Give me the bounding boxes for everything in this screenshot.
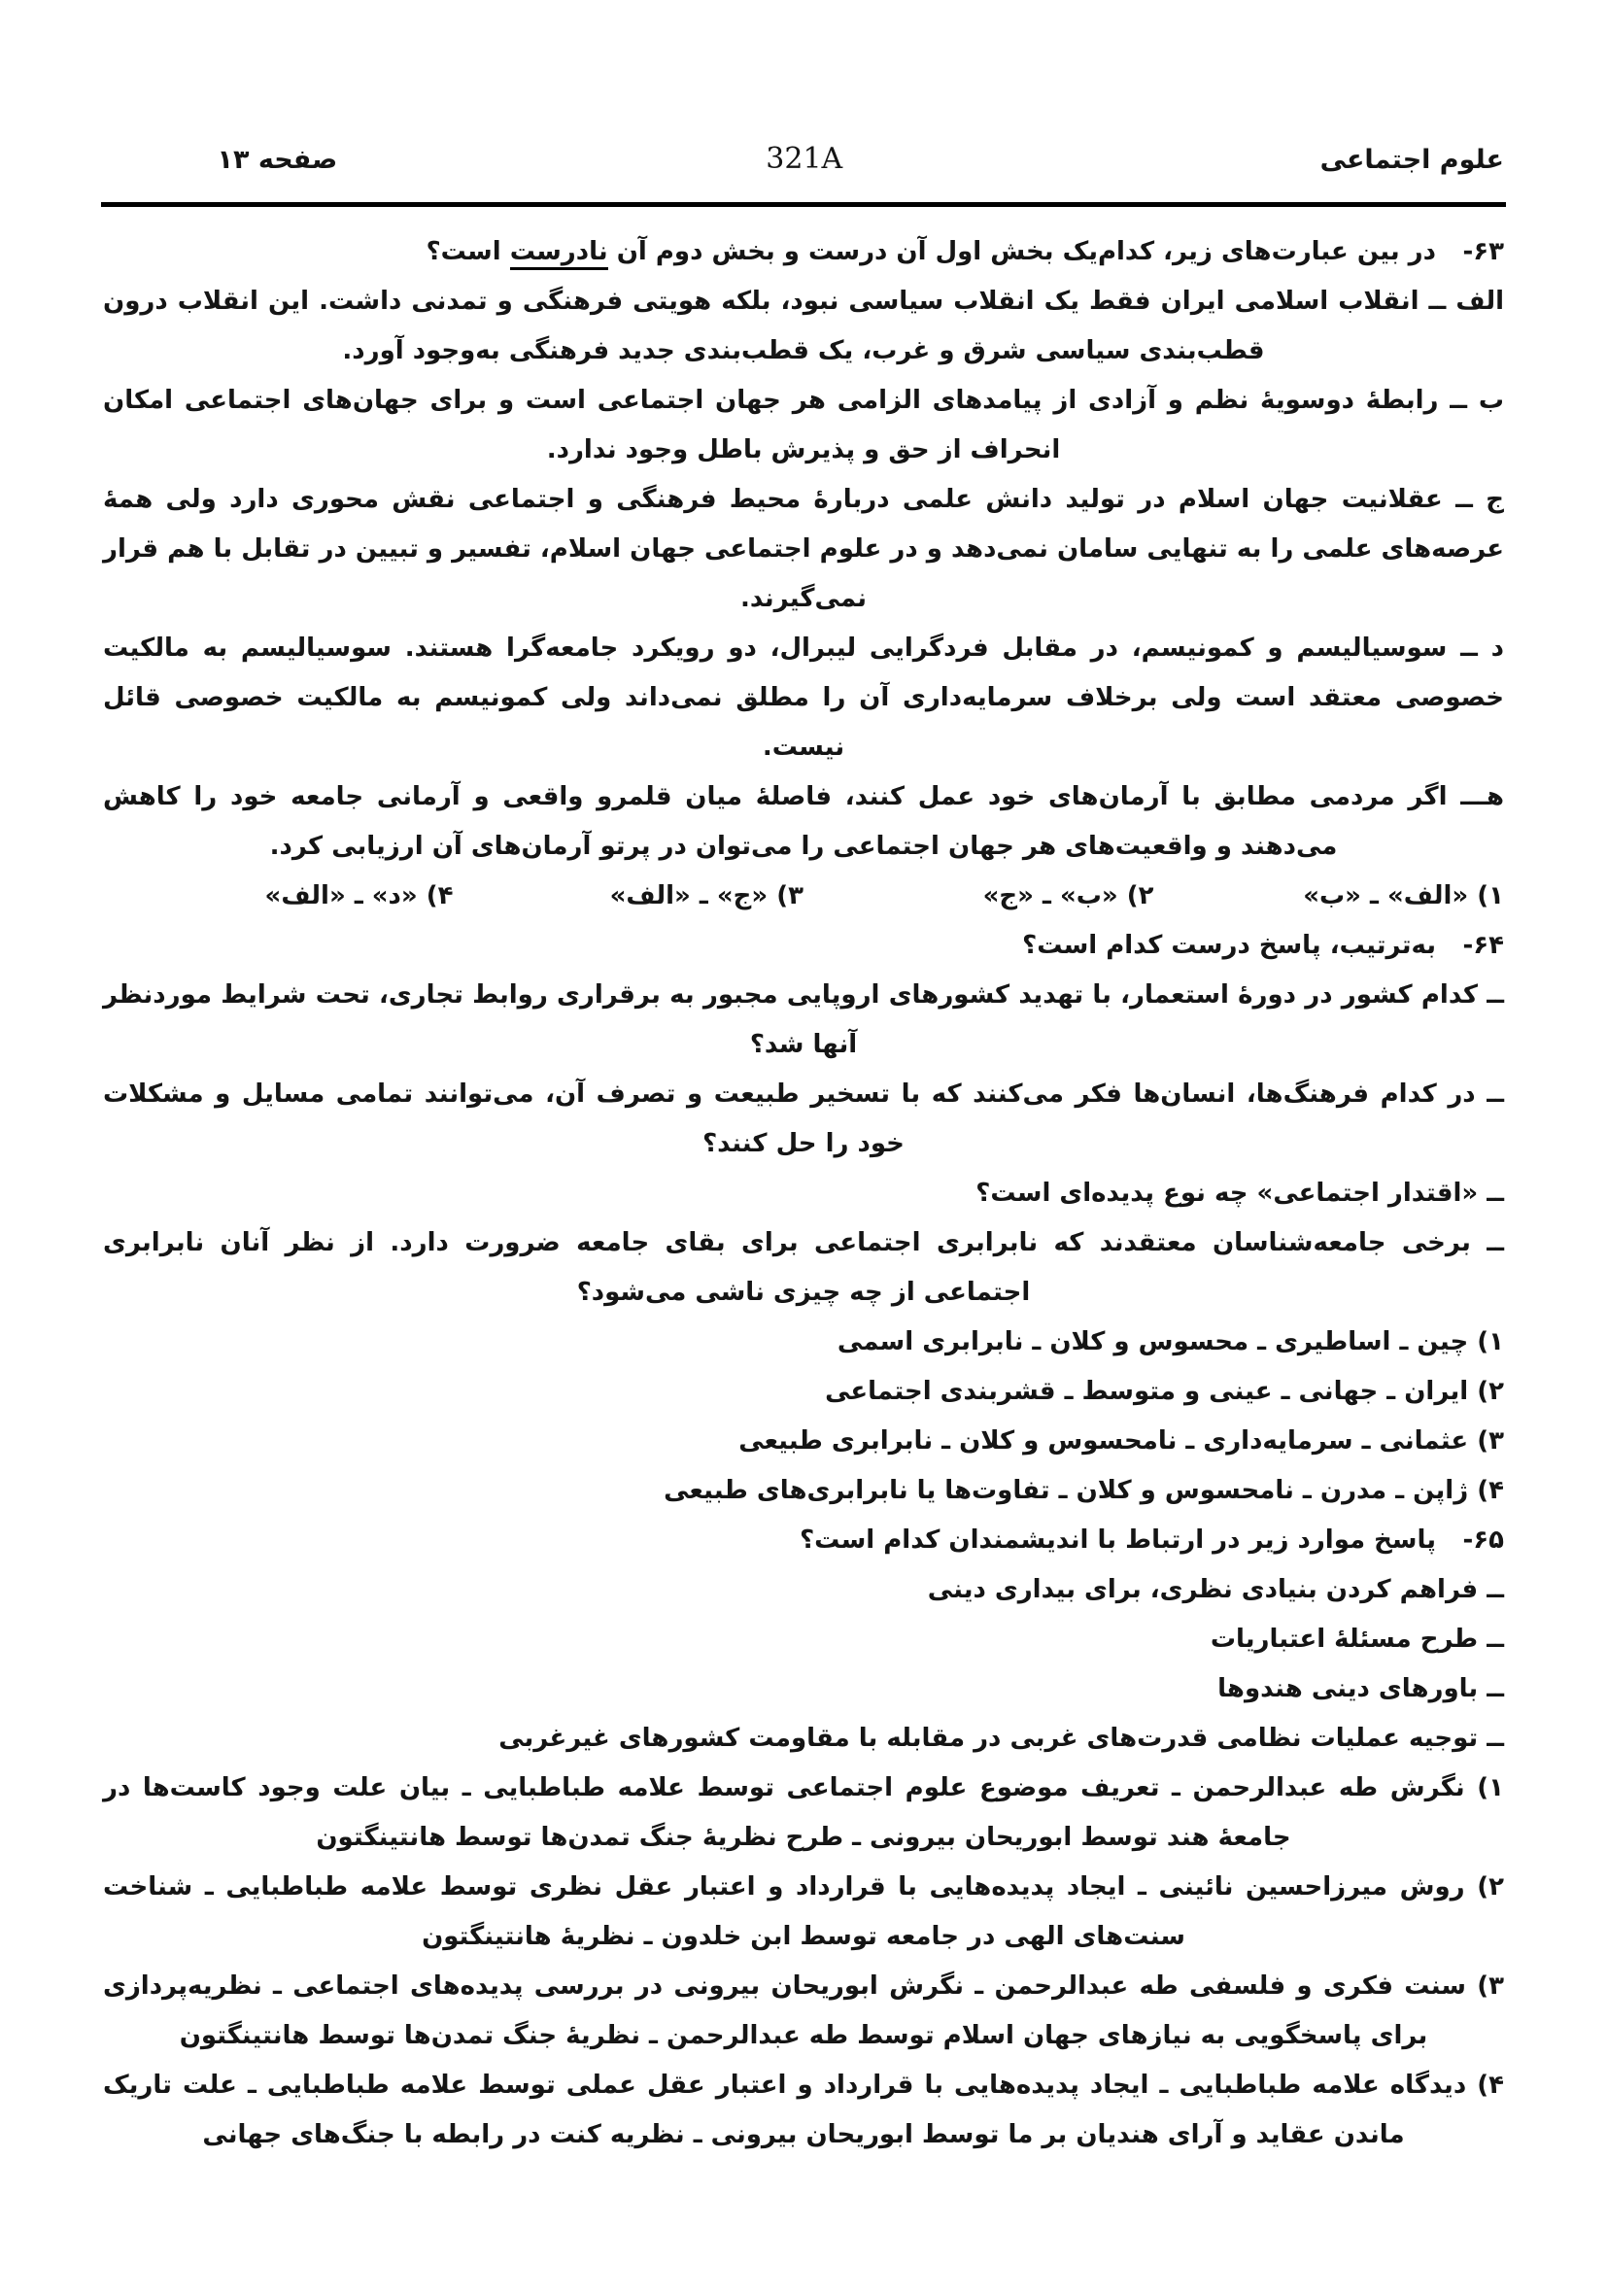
header-subject-title: علوم اجتماعی <box>1319 145 1504 175</box>
question-63-underlined-word: نادرست <box>510 237 608 270</box>
question-65-stem: پاسخ موارد زیر در ارتباط با اندیشمندان کدام است؟ <box>800 1525 1436 1555</box>
questions-area <box>103 227 1504 2160</box>
question-65-option-2: ۲) روش میرزاحسین نائینی ـ ایجاد پدیده‌هایی با قرارداد و اعتبار عقل نظری توسط علامه طباطبایی ـ شناخت سنت‌های الهی در جامعه توسط ابن خلدون ـ نظریهٔ هانتینگتون <box>103 1872 1504 1951</box>
question-65-option-1: ۱) نگرش طه عبدالرحمن ـ تعریف موضوع علوم اجتماعی توسط علامه طباطبایی ـ بیان علت وجود کاست‌ها در جامعهٔ هند توسط ابوریحان بیرونی ـ طرح نظریهٔ جنگ تمدن‌ها توسط هانتینگتون <box>103 1773 1504 1852</box>
statement-he: هـــ اگر مردمی مطابق با آرمان‌های خود عمل کنند، فاصلهٔ میان قلمرو واقعی و آرمانی جامعه خود را کاهش می‌دهند و واقعیت‌های هر جهان اجتماعی را می‌توان در پرتو آرمان‌های آن ارزیابی کرد. <box>103 782 1504 861</box>
question-64-sub-question-1: ــ کدام کشور در دورهٔ استعمار، با تهدید کشورهای اروپایی مجبور به برقراری روابط تجاری، تحت شرایط موردنظر آنها شد؟ <box>103 980 1504 1059</box>
statement-jim: ج ــ عقلانیت جهان اسلام در تولید دانش علمی دربارهٔ محیط فرهنگی و اجتماعی نقش محوری دارد ولی همهٔ عرصه‌های علمی را به تنهایی سامان نمی‌دهد و در علوم اجتماعی جهان اسلام، تفسیر و تبیین در تقابل با هم قرار نمی‌گیرند. <box>103 485 1504 613</box>
question-63-number: ۶۳- <box>1462 237 1504 266</box>
question-63-option-2: ۲) «ب» ـ «ج» <box>982 881 1154 910</box>
question-65-option-3: ۳) سنت فکری و فلسفی طه عبدالرحمن ـ نگرش ابوریحان بیرونی در بررسی پدیده‌های اجتماعی ـ نظریه‌پردازی برای پاسخگویی به نیازهای جهان اسلام توسط طه عبدالرحمن ـ نظریهٔ جنگ تمدن‌ها توسط هانتینگتون <box>103 1971 1504 2050</box>
question-64-option-2: ۲) ایران ـ جهانی ـ عینی و متوسط ـ قشربندی اجتماعی <box>825 1377 1504 1406</box>
question-65-sub-item-1: ــ فراهم کردن بنیادی نظری، برای بیداری دینی <box>927 1575 1504 1604</box>
question-63-options <box>103 872 1504 921</box>
question-65-sub-item-2: ــ طرح مسئلهٔ اعتباریات <box>1210 1625 1504 1654</box>
question-63-option-3: ۳) «ج» ـ «الف» <box>609 881 804 910</box>
question-64-stem: به‌ترتیب، پاسخ درست کدام است؟ <box>1022 931 1436 960</box>
question-65-stem-row <box>103 1516 1504 1565</box>
question-63-option-4: ۴) «د» ـ «الف» <box>264 881 454 910</box>
statement-alef: الف ــ انقلاب اسلامی ایران فقط یک انقلاب سیاسی نبود، بلکه هویتی فرهنگی و تمدنی داشت. این انقلاب درون قطب‌بندی سیاسی شرق و غرب، یک قطب‌بندی جدید فرهنگی به‌وجود آورد. <box>103 287 1504 365</box>
question-63 <box>103 227 1504 921</box>
header-booklet-code: 321A <box>766 142 843 176</box>
question-65-number: ۶۵- <box>1462 1525 1504 1555</box>
question-63-stem-before: در بین عبارت‌های زیر، کدام‌یک بخش اول آن درست و بخش دوم آن <box>607 237 1436 266</box>
question-64-option-4: ۴) ژاپن ـ مدرن ـ نامحسوس و کلان ـ تفاوت‌ها یا نابرابری‌های طبیعی <box>664 1476 1504 1505</box>
question-63-stem <box>103 227 1436 277</box>
question-64 <box>103 921 1504 1516</box>
question-64-option-1: ۱) چین ـ اساطیری ـ محسوس و کلان ـ نابرابری اسمی <box>837 1327 1504 1356</box>
question-63-stem-after: است؟ <box>426 237 510 266</box>
question-64-sub-question-4: ــ برخی جامعه‌شناسان معتقدند که نابرابری اجتماعی برای بقای جامعه ضرورت دارد. از نظر آنان نابرابری اجتماعی از چه چیزی ناشی می‌شود؟ <box>103 1228 1504 1307</box>
question-63-option-1: ۱) «الف» ـ «ب» <box>1303 881 1504 910</box>
header-page-label: صفحه ۱۳ <box>217 145 338 175</box>
statement-be: ب ــ رابطهٔ دوسویهٔ نظم و آزادی از پیامدهای الزامی هر جهان اجتماعی است و برای جهان‌های اجتماعی امکان انحراف از حق و پذیرش باطل وجود ندارد. <box>103 386 1504 464</box>
statement-dal: د ــ سوسیالیسم و کمونیسم، در مقابل فردگرایی لیبرال، دو رویکرد جامعه‌گرا هستند. سوسیالیسم به مالکیت خصوصی معتقد است ولی برخلاف سرمایه‌داری آن را مطلق نمی‌داند ولی کمونیسم به مالکیت خصوصی قائل نیست. <box>103 634 1504 762</box>
question-64-sub-question-2: ــ در کدام فرهنگ‌ها، انسان‌ها فکر می‌کنند که با تسخیر طبیعت و تصرف آن، می‌توانند تمامی مسایل و مشکلات خود را حل کنند؟ <box>103 1079 1504 1158</box>
question-65-option-4: ۴) دیدگاه علامه طباطبایی ـ ایجاد پدیده‌هایی با قرارداد و اعتبار عقل عملی توسط علامه طباطبایی ـ علت تاریک ماندن عقاید و آرای هندیان بر ما توسط ابوریحان بیرونی ـ نظریه کنت در رابطه با جنگ‌های جهانی <box>103 2071 1504 2149</box>
question-63-stem-row <box>103 227 1504 277</box>
question-65-sub-item-3: ــ باورهای دینی هندوها <box>1217 1674 1504 1703</box>
question-65 <box>103 1516 1504 2160</box>
page-header <box>103 142 1504 176</box>
question-64-stem-row <box>103 921 1504 971</box>
question-64-option-3: ۳) عثمانی ـ سرمایه‌داری ـ نامحسوس و کلان ـ نابرابری طبیعی <box>738 1426 1504 1456</box>
question-64-number: ۶۴- <box>1462 931 1504 960</box>
question-65-sub-item-4: ــ توجیه عملیات نظامی قدرت‌های غربی در مقابله با مقاومت کشورهای غیرغربی <box>498 1724 1504 1753</box>
header-divider-rule <box>101 202 1506 207</box>
question-64-sub-question-3: ــ «اقتدار اجتماعی» چه نوع پدیده‌ای است؟ <box>975 1179 1504 1208</box>
